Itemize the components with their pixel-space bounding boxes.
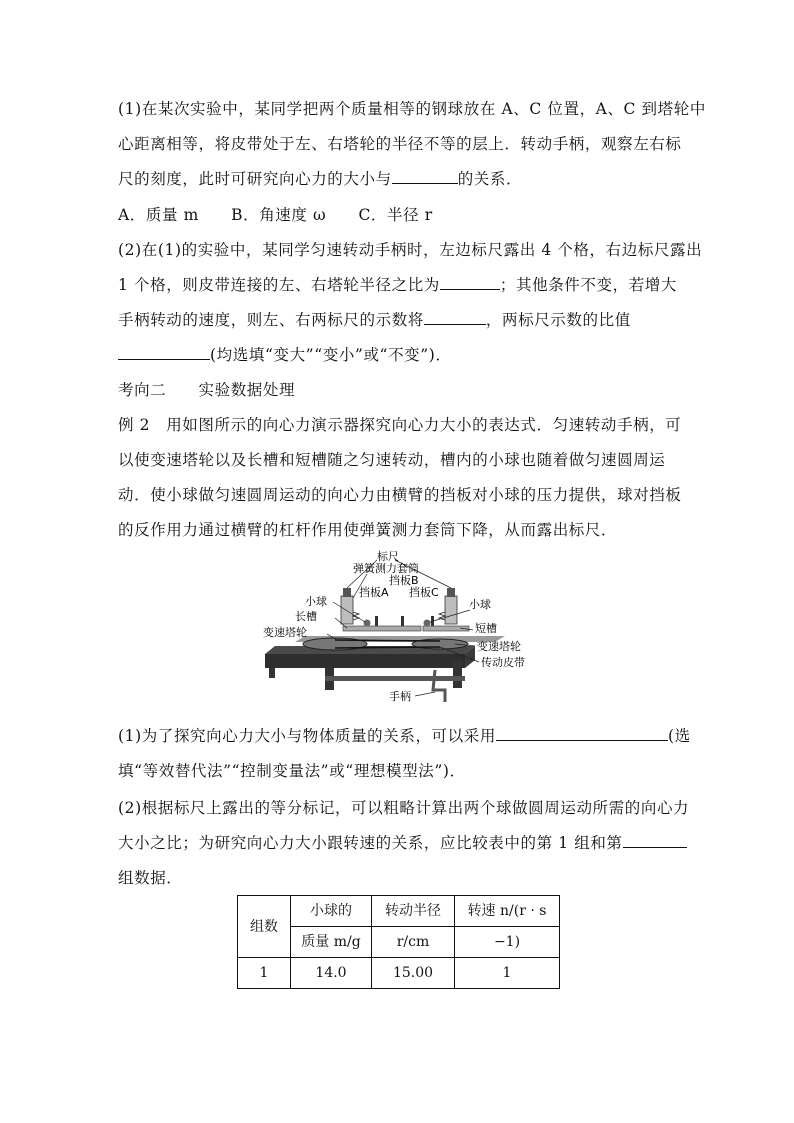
eq2-line2: 大小之比；为研究向心力大小跟转速的关系，应比较表中的第 1 组和第: [118, 832, 687, 854]
leg: [453, 660, 462, 688]
answer-blank-radius-ratio[interactable]: [440, 275, 500, 290]
q1-line2: 心距离相等，将皮带处于左、右塔轮的半径不等的层上．转动手柄，观察左右标: [118, 135, 682, 153]
answer-blank-method[interactable]: [496, 726, 668, 741]
header-cell: r/cm: [372, 927, 455, 958]
answer-blank-readings[interactable]: [424, 310, 486, 325]
answer-blank-ratio[interactable]: [118, 345, 210, 360]
table-cell: 14.0: [291, 958, 372, 989]
header-cell: −1): [455, 927, 560, 958]
baffle-a: [375, 616, 378, 626]
q2-line2: 1 个格，则皮带连接的左、右塔轮半径之比为 ；其他条件不变，若增大: [118, 276, 677, 294]
table-cell: 1: [238, 958, 291, 989]
label-belt: 传动皮带: [481, 656, 525, 669]
answer-blank-q1[interactable]: [392, 169, 458, 184]
leg: [269, 668, 275, 678]
spring-sleeve-left: [341, 596, 353, 624]
header-cell: 质量 m/g: [291, 927, 372, 958]
ball-left: [364, 620, 371, 627]
q1-options: A．质量 m B．角速度 ω C．半径 r: [118, 206, 433, 224]
ruler-left: [343, 588, 351, 597]
eq1-line2: 填“等效替代法”“控制变量法”或“理想模型法”)．: [118, 762, 466, 780]
header-cell: 转动半径: [372, 896, 455, 927]
table-cell: 15.00: [372, 958, 455, 989]
label-ruler: 标尺: [377, 550, 399, 563]
centripetal-apparatus-diagram: [255, 550, 555, 710]
example-line3: 动．使小球做匀速圆周运动的向心力由横臂的挡板对小球的压力提供，球对挡板: [118, 486, 682, 504]
label-ball-right: 小球: [469, 598, 491, 611]
q2-line1: (2)在(1)的实验中，某同学匀速转动手柄时，左边标尺露出 4 个格，右边标尺露出: [118, 241, 703, 259]
label-spring-sleeve: 弹簧测力套筒: [353, 562, 419, 575]
table-row: [238, 958, 560, 989]
header-cell: 转速 n/(r · s: [455, 896, 560, 927]
q2-line3: 手柄转动的速度，则左、右两标尺的示数将 ，两标尺示数的比值: [118, 311, 631, 329]
label-long-groove: 长槽: [295, 610, 317, 623]
ruler-right: [447, 588, 455, 597]
crank-handle[interactable]: [433, 670, 445, 702]
label-tower-wheel-right: 变速塔轮: [477, 640, 521, 653]
section-title: 考向二 实验数据处理: [118, 381, 296, 399]
q1-line1: (1)在某次实验中，某同学把两个质量相等的钢球放在 A、C 位置，A、C 到塔轮中: [118, 100, 706, 118]
long-groove: [343, 626, 421, 631]
ball-right: [424, 620, 431, 627]
q1-line3: 尺的刻度，此时可研究向心力的大小与 的关系．: [118, 170, 523, 188]
baffle-b: [401, 616, 404, 626]
frame-bar: [325, 676, 465, 681]
label-baffle-c: 挡板C: [409, 586, 439, 599]
eq2-line3: 组数据．: [118, 869, 183, 887]
answer-blank-group[interactable]: [623, 833, 687, 848]
base-front: [265, 654, 465, 668]
label-handle: 手柄: [389, 690, 411, 703]
label-short-groove: 短槽: [475, 622, 497, 635]
header-cell: 小球的: [291, 896, 372, 927]
spring-sleeve-right: [445, 596, 457, 624]
label-tower-wheel-left: 变速塔轮: [263, 626, 307, 639]
label-baffle-b: 挡板B: [389, 574, 419, 587]
data-table: [237, 895, 560, 989]
example-line1: 例 2 用如图所示的向心力演示器探究向心力大小的表达式．匀速转动手柄，可: [118, 416, 682, 434]
example-line2: 以使变速塔轮以及长槽和短槽随之匀速转动，槽内的小球也随着做匀速圆周运: [118, 451, 666, 469]
header-cell: 组数: [238, 896, 291, 958]
q2-line4: (均选填“变大”“变小”或“不变”)．: [118, 344, 452, 366]
eq1-line1: (1)为了探究向心力大小与物体质量的关系，可以采用 (选: [118, 727, 691, 745]
example-line4: 的反作用力通过横臂的杠杆作用使弹簧测力套筒下降，从而露出标尺．: [118, 521, 618, 539]
eq2-line1: (2)根据标尺上露出的等分标记，可以粗略计算出两个球做圆周运动所需的向心力: [118, 799, 690, 817]
label-baffle-a: 挡板A: [359, 586, 389, 599]
label-ball-left: 小球: [305, 595, 327, 608]
table-header-row: [238, 896, 560, 927]
table-cell: 1: [455, 958, 560, 989]
